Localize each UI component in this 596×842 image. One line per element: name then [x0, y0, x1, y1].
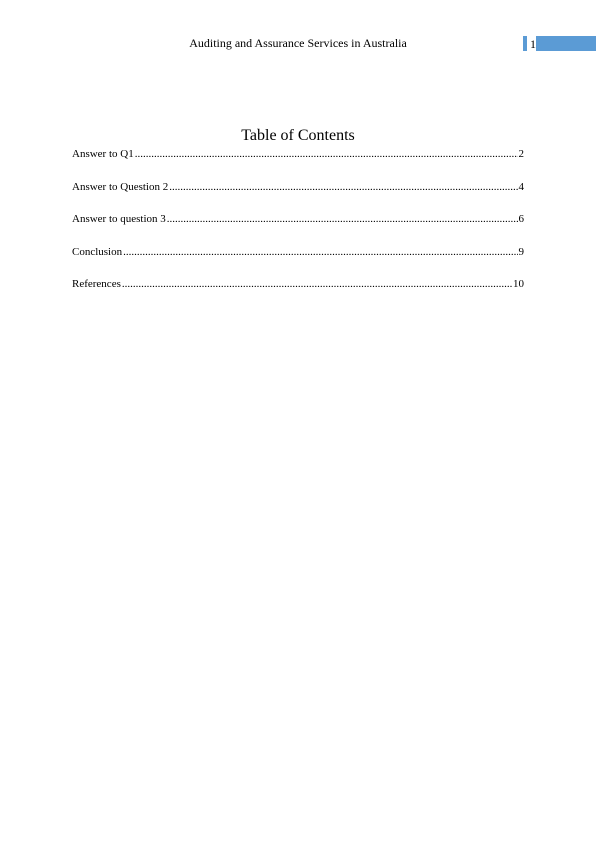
toc-entry-answer-question-2[interactable] — [72, 180, 524, 194]
page-number-box — [523, 36, 596, 51]
toc-entry-page: 2 — [518, 148, 524, 160]
toc-dot-leader — [167, 212, 518, 226]
page-header-title: Auditing and Assurance Services in Australia — [189, 36, 407, 50]
toc-entry-label: Answer to Q1 — [72, 148, 134, 160]
toc-list — [72, 147, 524, 310]
toc-dot-leader — [122, 277, 512, 291]
toc-entry-answer-question-3[interactable] — [72, 212, 524, 226]
page-number-band — [536, 36, 596, 51]
toc-entry-answer-q1[interactable] — [72, 147, 524, 161]
toc-entry-label: Answer to question 3 — [72, 213, 166, 225]
toc-entry-page: 6 — [518, 213, 524, 225]
toc-entry-label: References — [72, 278, 121, 290]
toc-entry-label: Answer to Question 2 — [72, 180, 169, 193]
toc-entry-label: Conclusion — [72, 245, 123, 258]
toc-dot-leader — [135, 147, 518, 161]
toc-dot-leader — [169, 180, 517, 194]
toc-dot-leader — [123, 245, 517, 259]
toc-entry-conclusion[interactable] — [72, 245, 524, 259]
toc-entry-page: 4 — [518, 180, 524, 193]
toc-title: Table of Contents — [241, 127, 355, 144]
toc-entry-page: 10 — [513, 278, 524, 290]
page-number: 1 — [530, 37, 536, 51]
toc-entry-references[interactable] — [72, 277, 524, 291]
toc-entry-page: 9 — [518, 245, 524, 258]
page-number-accent-bar — [523, 36, 527, 51]
